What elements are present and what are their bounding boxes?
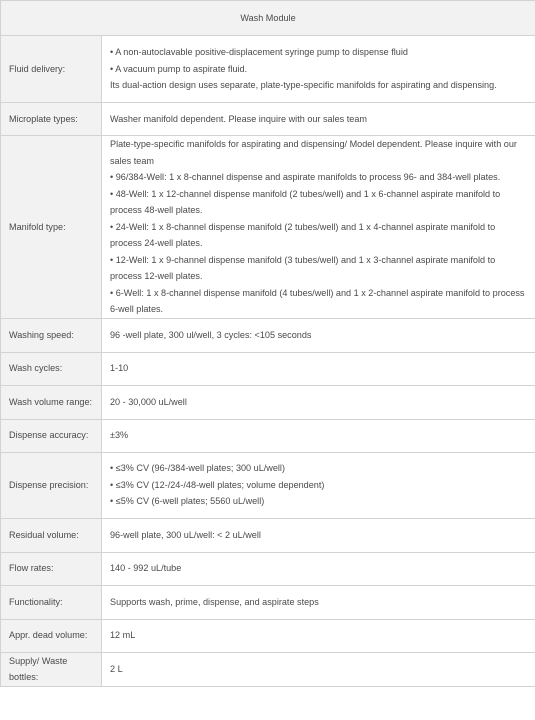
row-label: Wash cycles: [1,352,102,385]
table-row [1,619,535,652]
row-label: Dispense precision: [1,452,102,518]
value-line: 96-well plate, 300 uL/well: < 2 uL/well [110,529,261,540]
table-body [1,36,535,687]
table-row [1,419,535,452]
value-line: Washer manifold dependent. Please inquire with our sales team [110,113,367,124]
row-value [102,136,535,319]
row-label: Fluid delivery: [1,36,102,103]
row-value [102,36,535,103]
value-line: 1-10 [110,363,129,374]
value-line: • 48-Well: 1 x 12-channel dispense manifold (2 tubes/well) and 1 x 6-channel aspirate manifold to process 48-well plates. [110,188,501,215]
value-line: Supports wash, prime, dispense, and aspirate steps [110,596,319,607]
value-line: • A non-autoclavable positive-displacement syringe pump to dispense fluid [110,47,408,58]
row-value [102,619,535,652]
table-row [1,585,535,619]
row-value [102,385,535,419]
table-row [1,103,535,136]
table-header-row [1,1,535,36]
row-value [102,552,535,585]
value-line: • A vacuum pump to aspirate fluid. [110,63,248,74]
row-label: Washing speed: [1,318,102,352]
value-line: • 24-Well: 1 x 8-channel dispense manifold (2 tubes/well) and 1 x 4-channel aspirate manifold to process 24-well plates. [110,221,496,248]
row-label: Functionality: [1,585,102,619]
row-label: Wash volume range: [1,385,102,419]
table-row [1,36,535,103]
table-row [1,452,535,518]
value-line: 96 -well plate, 300 ul/well, 3 cycles: <105 seconds [110,329,312,340]
table-row [1,518,535,552]
table-row [1,352,535,385]
row-label: Appr. dead volume: [1,619,102,652]
row-value [102,452,535,518]
value-line: • 6-Well: 1 x 8-channel dispense manifold (4 tubes/well) and 1 x 2-channel aspirate manifold to process 6-well plates. [110,287,525,314]
value-line: 12 mL [110,630,136,641]
row-label: Manifold type: [1,136,102,319]
row-value [102,103,535,136]
row-value [102,652,535,686]
row-value [102,419,535,452]
value-line: 140 - 992 uL/tube [110,563,182,574]
table-row [1,652,535,686]
row-value [102,518,535,552]
row-label: Residual volume: [1,518,102,552]
table-row [1,318,535,352]
row-label: Flow rates: [1,552,102,585]
row-label: Supply/ Waste bottles: [1,652,102,686]
value-line: Plate-type-specific manifolds for aspirating and dispensing/ Model dependent. Please inquire with our sales team [110,139,517,166]
row-label: Microplate types: [1,103,102,136]
row-label: Dispense accuracy: [1,419,102,452]
value-line: ±3% [110,430,129,441]
table-row [1,136,535,319]
table-title: Wash Module [1,1,535,36]
value-line: • ≤5% CV (6-well plates; 5560 uL/well) [110,496,265,507]
value-line: • ≤3% CV (12-/24-/48-well plates; volume dependent) [110,479,325,490]
value-line: Its dual-action design uses separate, plate-type-specific manifolds for aspirating and dispensing. [110,80,497,91]
table-row [1,385,535,419]
row-value [102,352,535,385]
value-line: 20 - 30,000 uL/well [110,396,187,407]
value-line: 2 L [110,663,123,674]
value-line: • 96/384-Well: 1 x 8-channel dispense and aspirate manifolds to process 96- and 384-well plates. [110,172,501,182]
row-value [102,318,535,352]
value-line: • ≤3% CV (96-/384-well plates; 300 uL/well) [110,463,285,474]
table-row [1,552,535,585]
row-value [102,585,535,619]
value-line: • 12-Well: 1 x 9-channel dispense manifold (3 tubes/well) and 1 x 3-channel aspirate manifold to process 12-well plates. [110,254,496,281]
